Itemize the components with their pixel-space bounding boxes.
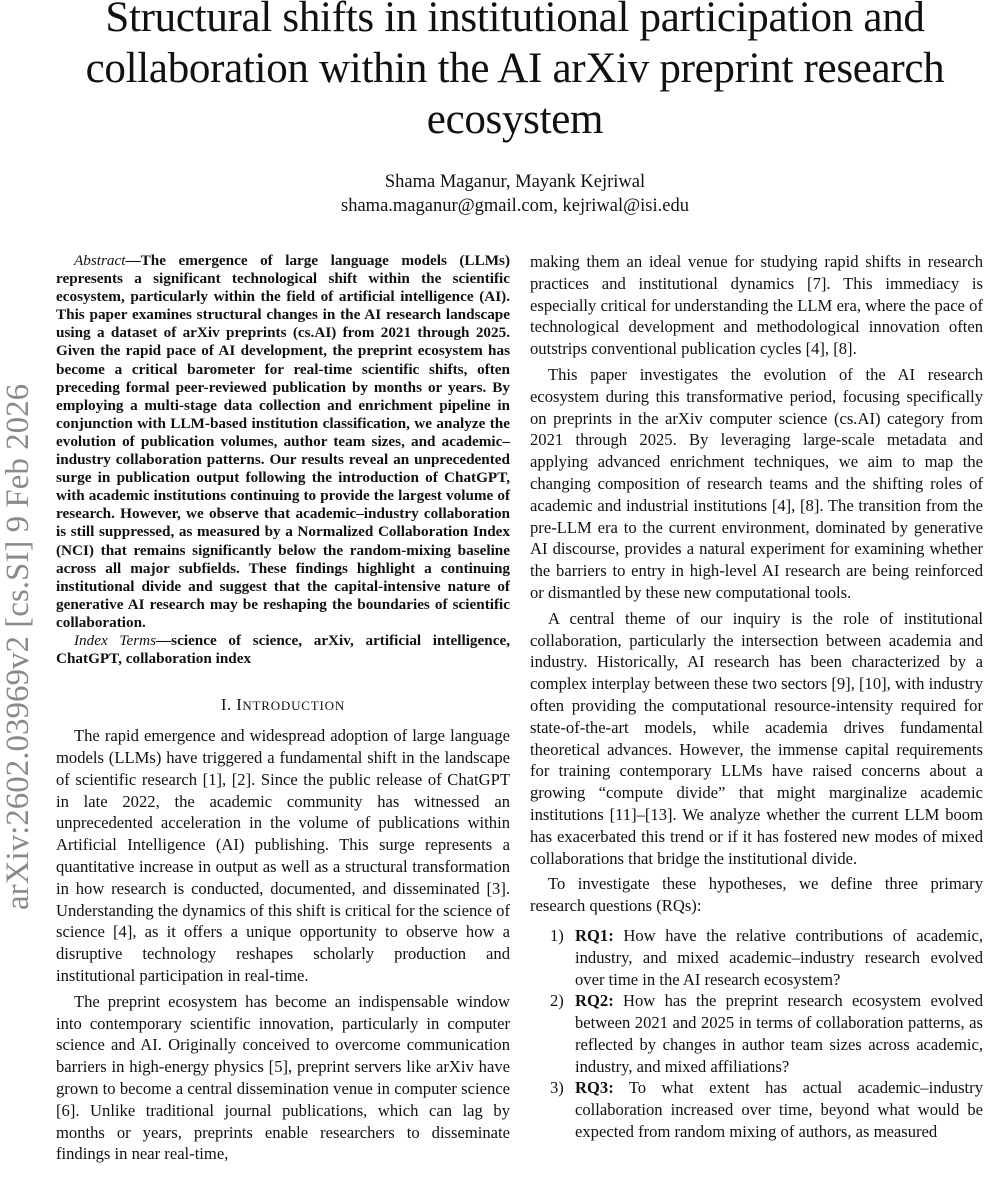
- intro-paragraph-1: The rapid emergence and widespread adoption of large language models (LLMs) have triggered a fundamental shift in the landscape of scientific research [1], [2]. Since the public release of ChatGPT in late 2022, the academic community has witnessed an unprecedented acceleration in the volume of publications within Artificial Intelligence (AI) publishing. This surge represents a quantitative increase in output as well as a structural transformation in how research is conducted, documented, and disseminated [3]. Understanding the dynamics of this shift is critical for the science of science [4], as it offers a unique opportunity to observe how a disruptive technology reshapes scholarly production and institutional participation in real-time.: [56, 726, 510, 985]
- rq-label: RQ1:: [575, 925, 614, 945]
- research-questions-list: [530, 925, 983, 1143]
- research-question-item: [530, 990, 983, 1077]
- list-number: 3): [550, 1078, 564, 1098]
- index-terms-label: Index Terms: [74, 631, 156, 649]
- intro-paragraph-4: A central theme of our inquiry is the role of institutional collaboration, particularly the intersection between academia and industry. Historically, AI research has been characterized by a complex interplay between these two sectors [9], [10], with industry often providing the computational resource-intensity required for state-of-the-art models, while academia drives fundamental theoretical advances. However, the immense capital requirements for training contemporary LLMs have raised concerns about a growing “compute divide” that might marginalize academic institutions [11]–[13]. We analyze whether the current LLM boom has exacerbated this trend or if it has fostered new modes of mixed collaborations that bridge the institutional divide.: [530, 608, 983, 868]
- research-question-item: [530, 1077, 983, 1142]
- intro-paragraph-2-continued: making them an ideal venue for studying rapid shifts in research practices and institutional dynamics [7]. This immediacy is especially critical for understanding the LLM era, where the pace of technological development and methodological innovation often outstrips conventional publication cycles [4], [8].: [530, 252, 983, 359]
- rq-text: How have the relative contributions of academic, industry, and mixed academic–industry research evolved over time in the AI research ecosystem?: [575, 925, 983, 989]
- index-terms: [56, 632, 510, 668]
- paper-title: Structural shifts in institutional participation and collaboration within the AI arXiv preprint research ecosystem: [85, 0, 945, 143]
- section-numeral: I.: [220, 695, 237, 715]
- research-question-item: [530, 925, 983, 990]
- intro-paragraph-3: This paper investigates the evolution of the AI research ecosystem during this transformative period, focusing specifically on preprints in the arXiv computer science (cs.AI) category from 2021 through 2025. By leveraging large-scale metadata and applying advanced enrichment techniques, we aim to map the changing composition of research teams and the shifting roles of academic and industrial institutions [4], [8]. The transition from the pre-LLM era to the current environment, dominated by generative AI discourse, provides a natural experiment for examining whether the barriers to entry in high-level AI research are being reinforced or dismantled by these new computational tools.: [530, 364, 983, 602]
- author-emails: shama.maganur@gmail.com, kejriwal@isi.edu: [341, 196, 689, 216]
- section-initial: I: [236, 695, 243, 715]
- index-terms-text: science of science, arXiv, artificial intelligence, ChatGPT, collaboration index: [56, 631, 510, 668]
- author-block: [40, 170, 985, 218]
- list-number: 1): [550, 925, 564, 945]
- abstract-dash: —: [125, 252, 141, 269]
- abstract: [56, 252, 510, 632]
- arxiv-identifier-stamp: arXiv:2602.03969v2 [cs.SI] 9 Feb 2026: [0, 383, 36, 910]
- rq-text: To what extent has actual academic–industry collaboration increased over time, beyond what would be expected from random mixing of authors, as measured: [575, 1078, 983, 1142]
- intro-paragraph-5: To investigate these hypotheses, we define three primary research questions (RQs):: [530, 874, 983, 916]
- rq-label: RQ3:: [575, 1078, 614, 1098]
- author-names: Shama Maganur, Mayank Kejriwal: [384, 172, 646, 192]
- rq-label: RQ2:: [575, 991, 614, 1011]
- right-column: [530, 251, 983, 1143]
- section-heading-introduction: [56, 694, 510, 717]
- list-number: 2): [550, 991, 564, 1011]
- index-terms-dash: —: [155, 631, 172, 649]
- abstract-label: Abstract: [74, 252, 126, 269]
- abstract-text: The emergence of large language models (LLMs) represents a significant technological shift within the scientific ecosystem, particularly within the field of artificial intelligence (AI). This paper examines structural changes in the AI research landscape using a dataset of arXiv preprints (cs.AI) from 2021 through 2025. Given the rapid pace of AI development, the preprint ecosystem has become a critical barometer for real-time scientific shifts, often preceding formal peer-reviewed publication by months or years. By employing a multi-stage data collection and enrichment pipeline in conjunction with LLM-based institution classification, we analyze the evolution of publication volumes, author team sizes, and academic–industry collaboration patterns. Our results reveal an unprecedented surge in publication output following the introduction of ChatGPT, with academic institutions continuing to provide the largest volume of research. However, we observe that academic–industry collaboration is still suppressed, as measured by a Normalized Collaboration Index (NCI) that remains significantly below the random-mixing baseline across all major subfields. These findings highlight a continuing institutional divide and suggest that the capital-intensive nature of generative AI research may be reshaping the boundaries of scientific collaboration.: [56, 252, 510, 631]
- intro-paragraph-2: The preprint ecosystem has become an indispensable window into contemporary scientific innovation, particularly in computer science and AI. Originally conceived to overcome communication barriers in high-energy physics [5], preprint servers like arXiv have grown to become a central dissemination venue in computer science [6]. Unlike traditional journal publications, which can lag by months or years, preprints enable researchers to disseminate findings in near real-time,: [56, 991, 510, 1164]
- rq-text: How has the preprint research ecosystem evolved between 2021 and 2025 in terms of collaboration patterns, as reflected by changes in author team sizes across academic, industry, and mixed affiliations?: [575, 991, 983, 1076]
- section-title-rest: NTRODUCTION: [242, 698, 346, 714]
- left-column: [56, 252, 510, 1165]
